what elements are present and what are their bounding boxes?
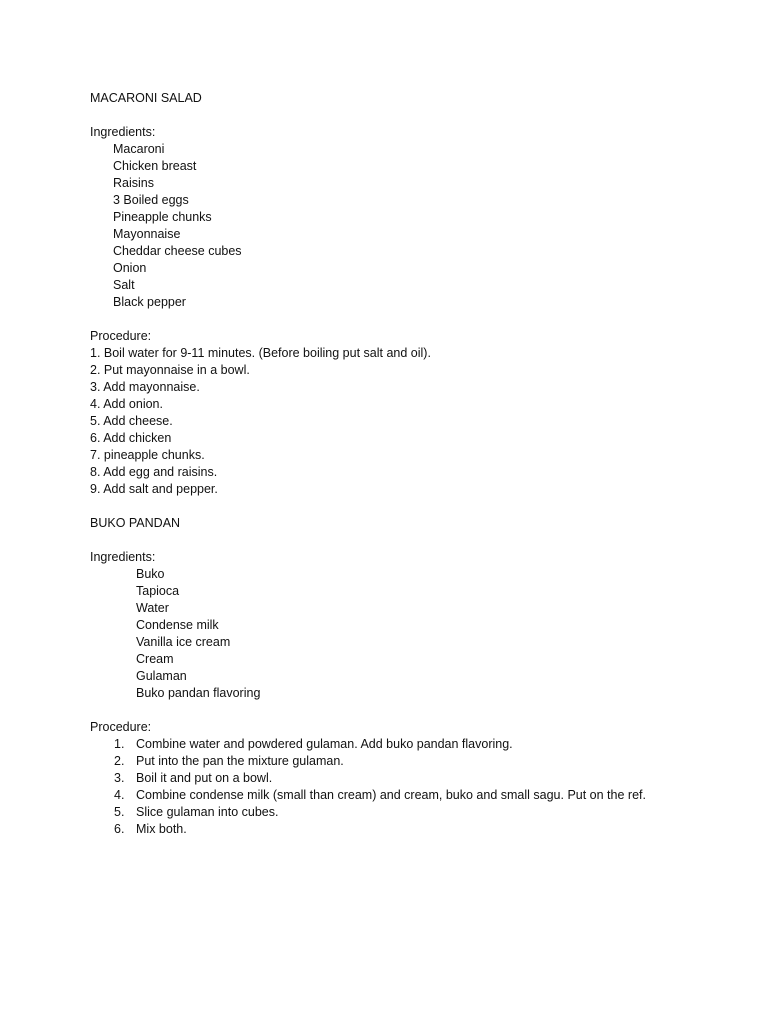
procedure-step	[90, 753, 710, 770]
procedure-step	[90, 787, 710, 804]
procedure-step: 5. Add cheese.	[90, 414, 173, 428]
ingredient-item: Chicken breast	[113, 159, 197, 173]
step-text: Slice gulaman into cubes.	[136, 805, 279, 819]
recipe-title: MACARONI SALAD	[90, 91, 202, 105]
procedure-step	[90, 736, 710, 753]
spacer	[90, 702, 710, 719]
spacer	[90, 107, 710, 124]
ingredient-item: Vanilla ice cream	[136, 635, 231, 649]
ingredient-item: Macaroni	[113, 142, 165, 156]
step-text: Boil it and put on a bowl.	[136, 771, 273, 785]
procedure-step: 1. Boil water for 9-11 minutes. (Before boiling put salt and oil).	[90, 346, 431, 360]
ingredient-item: Pineapple chunks	[113, 210, 212, 224]
ingredient-item: Condense milk	[136, 618, 219, 632]
ingredient-item: Mayonnaise	[113, 227, 181, 241]
ingredient-item: Salt	[113, 278, 135, 292]
recipe-title: BUKO PANDAN	[90, 516, 181, 530]
procedure-step: 2. Put mayonnaise in a bowl.	[90, 363, 250, 377]
step-number: 5.	[114, 805, 125, 819]
procedure-step	[90, 770, 710, 787]
ingredients-heading: Ingredients:	[90, 125, 156, 139]
ingredient-item: Cream	[136, 652, 174, 666]
spacer	[90, 311, 710, 328]
step-number: 3.	[114, 771, 125, 785]
procedure-step	[90, 804, 710, 821]
procedure-step: 7. pineapple chunks.	[90, 448, 205, 462]
ingredient-item: Tapioca	[136, 584, 180, 598]
document-body	[90, 90, 710, 838]
step-number: 1.	[114, 737, 125, 751]
spacer	[90, 498, 710, 515]
procedure-step: 9. Add salt and pepper.	[90, 482, 218, 496]
ingredient-item: Water	[136, 601, 169, 615]
step-text: Combine condense milk (small than cream) and cream, buko and small sagu. Put on the ref.	[136, 788, 646, 802]
procedure-step: 4. Add onion.	[90, 397, 163, 411]
step-text: Put into the pan the mixture gulaman.	[136, 754, 344, 768]
spacer	[90, 532, 710, 549]
procedure-heading: Procedure:	[90, 720, 152, 734]
step-number: 6.	[114, 822, 125, 836]
procedure-step: 3. Add mayonnaise.	[90, 380, 200, 394]
ingredient-item: Onion	[113, 261, 147, 275]
ingredient-item: Buko	[136, 567, 165, 581]
ingredient-item: 3 Boiled eggs	[113, 193, 189, 207]
procedure-step: 8. Add egg and raisins.	[90, 465, 218, 479]
step-text: Mix both.	[136, 822, 187, 836]
ingredient-item: Buko pandan flavoring	[136, 686, 261, 700]
ingredient-item: Raisins	[113, 176, 154, 190]
procedure-heading: Procedure:	[90, 329, 152, 343]
step-number: 2.	[114, 754, 125, 768]
procedure-step	[90, 821, 710, 838]
ingredients-heading: Ingredients:	[90, 550, 156, 564]
ingredient-item: Gulaman	[136, 669, 187, 683]
step-number: 4.	[114, 788, 125, 802]
step-text: Combine water and powdered gulaman. Add buko pandan flavoring.	[136, 737, 513, 751]
ingredient-item: Cheddar cheese cubes	[113, 244, 242, 258]
procedure-step: 6. Add chicken	[90, 431, 172, 445]
ingredient-item: Black pepper	[113, 295, 186, 309]
